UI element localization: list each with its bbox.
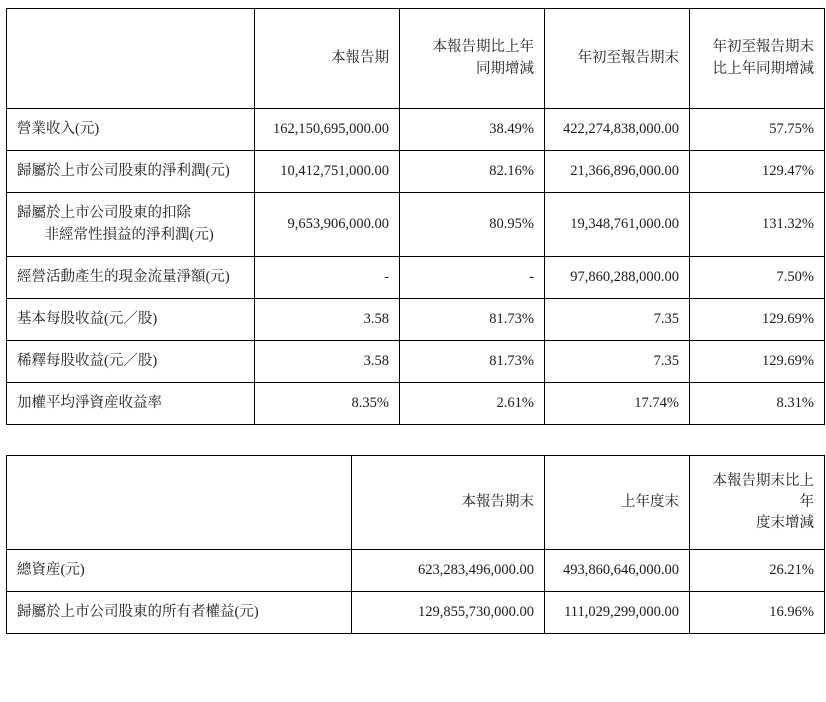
header-line2: 同期增減 bbox=[476, 60, 534, 77]
header-line1: 本報告期末比上年 bbox=[712, 472, 814, 510]
cell-value: 7.35 bbox=[545, 299, 690, 341]
header-cell-ytd-yoy bbox=[690, 9, 825, 109]
cell-value: 97,860,288,000.00 bbox=[545, 257, 690, 299]
cell-value: 81.73% bbox=[400, 341, 545, 383]
cell-value: 19,348,761,000.00 bbox=[545, 193, 690, 257]
cell-value: 3.58 bbox=[255, 299, 400, 341]
header-cell-current-period bbox=[255, 9, 400, 109]
row-label-text: 加權平均淨資産收益率 bbox=[17, 394, 162, 411]
cell-value: 57.75% bbox=[690, 109, 825, 151]
cell-value: 9,653,906,000.00 bbox=[255, 193, 400, 257]
cell-value: 38.49% bbox=[400, 109, 545, 151]
cell-value: - bbox=[255, 257, 400, 299]
row-label-text: 總資産(元) bbox=[17, 561, 85, 578]
cell-value: 7.50% bbox=[690, 257, 825, 299]
cell-value: 129.69% bbox=[690, 341, 825, 383]
table-spacer bbox=[6, 425, 820, 455]
table-row bbox=[7, 109, 825, 151]
header-line2: 年初至報告期末 bbox=[577, 49, 679, 66]
table-row bbox=[7, 383, 825, 425]
header-cell-blank bbox=[7, 456, 352, 550]
cell-value: 8.35% bbox=[255, 383, 400, 425]
balance-sheet-table bbox=[6, 455, 825, 634]
header-cell-period-end bbox=[352, 456, 545, 550]
table-row bbox=[7, 299, 825, 341]
cell-value: 21,366,896,000.00 bbox=[545, 151, 690, 193]
cell-value: 493,860,646,000.00 bbox=[545, 550, 690, 592]
header-line1: 本報告期比上年 bbox=[432, 39, 534, 56]
header-line2: 本報告期 bbox=[331, 49, 389, 66]
cell-value: 16.96% bbox=[690, 592, 825, 634]
cell-value: 7.35 bbox=[545, 341, 690, 383]
row-label-text: 歸屬於上市公司股東的扣除 bbox=[17, 205, 191, 222]
cell-value: 8.31% bbox=[690, 383, 825, 425]
row-label bbox=[7, 592, 352, 634]
cell-value: 129.47% bbox=[690, 151, 825, 193]
row-label-text: 基本每股收益(元／股) bbox=[17, 310, 158, 327]
cell-value: 81.73% bbox=[400, 299, 545, 341]
header-line2: 度末增減 bbox=[756, 515, 814, 531]
row-label-text-second: 非經常性損益的淨利潤(元) bbox=[44, 226, 214, 243]
table-row bbox=[7, 592, 825, 634]
cell-value: 26.21% bbox=[690, 550, 825, 592]
header-cell-change bbox=[690, 456, 825, 550]
header-cell-blank bbox=[7, 9, 255, 109]
cell-value: 82.16% bbox=[400, 151, 545, 193]
table-row bbox=[7, 550, 825, 592]
row-label-text: 歸屬於上市公司股東的所有者權益(元) bbox=[17, 603, 259, 620]
cell-value: 80.95% bbox=[400, 193, 545, 257]
header-line2: 上年度末 bbox=[621, 493, 679, 510]
row-label bbox=[7, 151, 255, 193]
header-cell-last-year-end bbox=[545, 456, 690, 550]
header-line2: 比上年同期增減 bbox=[712, 60, 814, 77]
cell-value: 623,283,496,000.00 bbox=[352, 550, 545, 592]
row-label bbox=[7, 193, 255, 257]
cell-value: 111,029,299,000.00 bbox=[545, 592, 690, 634]
cell-value: - bbox=[400, 257, 545, 299]
header-line2: 本報告期末 bbox=[461, 493, 534, 510]
header-line1: 年初至報告期末 bbox=[712, 39, 814, 56]
row-label bbox=[7, 257, 255, 299]
row-label bbox=[7, 299, 255, 341]
row-label-text: 歸屬於上市公司股東的淨利潤(元) bbox=[17, 162, 230, 179]
row-label-text: 經營活動產生的現金流量淨額(元) bbox=[17, 268, 230, 285]
cell-value: 129,855,730,000.00 bbox=[352, 592, 545, 634]
table-header-row bbox=[7, 9, 825, 109]
row-label bbox=[7, 109, 255, 151]
table-header-row bbox=[7, 456, 825, 550]
table-row bbox=[7, 341, 825, 383]
header-cell-current-period-yoy bbox=[400, 9, 545, 109]
cell-value: 17.74% bbox=[545, 383, 690, 425]
cell-value: 10,412,751,000.00 bbox=[255, 151, 400, 193]
row-label bbox=[7, 383, 255, 425]
table-row bbox=[7, 193, 825, 257]
row-label-text: 營業收入(元) bbox=[17, 120, 100, 137]
cell-value: 129.69% bbox=[690, 299, 825, 341]
cell-value: 2.61% bbox=[400, 383, 545, 425]
quarterly-results-table bbox=[6, 8, 825, 425]
row-label bbox=[7, 341, 255, 383]
cell-value: 131.32% bbox=[690, 193, 825, 257]
cell-value: 162,150,695,000.00 bbox=[255, 109, 400, 151]
cell-value: 3.58 bbox=[255, 341, 400, 383]
header-cell-ytd bbox=[545, 9, 690, 109]
row-label bbox=[7, 550, 352, 592]
row-label-text: 稀釋每股收益(元／股) bbox=[17, 352, 158, 369]
cell-value: 422,274,838,000.00 bbox=[545, 109, 690, 151]
table-row bbox=[7, 257, 825, 299]
table-row bbox=[7, 151, 825, 193]
